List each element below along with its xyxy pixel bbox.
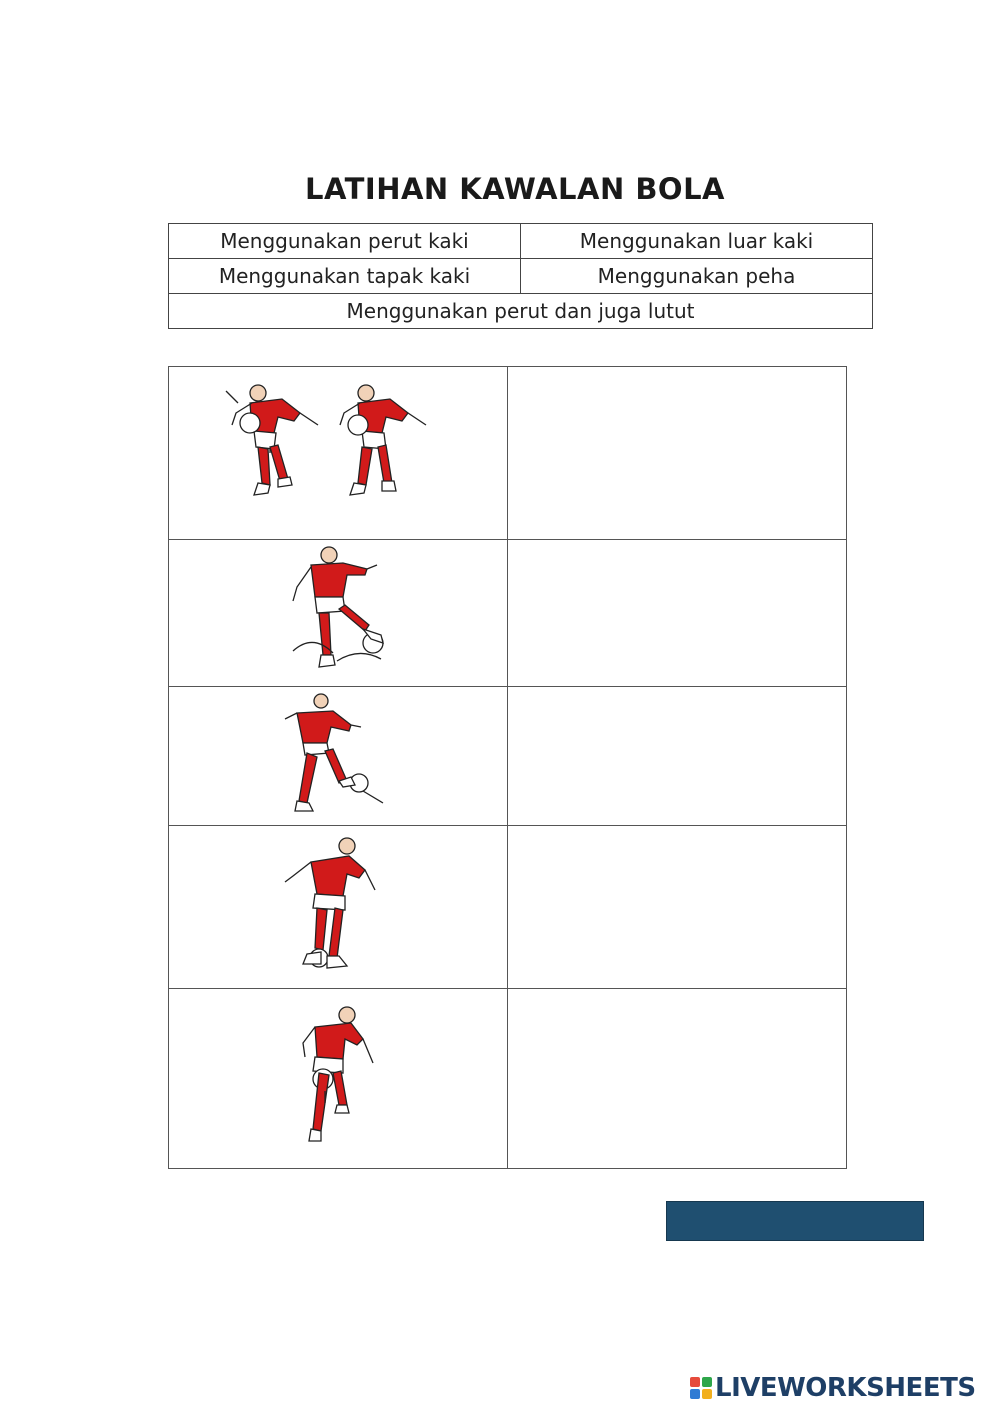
thigh-control-player-icon	[263, 999, 413, 1159]
illustration-cell-5	[169, 989, 508, 1169]
exercise-grid	[168, 366, 847, 1169]
option-perut-lutut[interactable]: Menggunakan perut dan juga lutut	[169, 294, 873, 329]
option-luar-kaki[interactable]: Menggunakan luar kaki	[521, 224, 873, 259]
answer-cell-2[interactable]	[508, 540, 847, 687]
sole-control-player-icon	[263, 543, 413, 683]
instep-control-player-icon	[263, 832, 413, 982]
answer-cell-3[interactable]	[508, 687, 847, 826]
answer-cell-5[interactable]	[508, 989, 847, 1169]
answer-options-table	[168, 223, 873, 329]
outside-foot-player-icon	[263, 691, 413, 821]
illustration-cell-1	[169, 367, 508, 540]
liveworksheets-logo-icon	[690, 1377, 712, 1399]
option-perut-kaki[interactable]: Menggunakan perut kaki	[169, 224, 521, 259]
chest-control-player-icon	[218, 373, 458, 533]
liveworksheets-brand	[690, 1372, 976, 1404]
brand-name: LIVEWORKSHEETS	[715, 1373, 976, 1403]
page-title: LATIHAN KAWALAN BOLA	[304, 172, 726, 206]
answer-cell-1[interactable]	[508, 367, 847, 540]
submit-button[interactable]	[666, 1201, 924, 1241]
illustration-cell-3	[169, 687, 508, 826]
answer-cell-4[interactable]	[508, 826, 847, 989]
illustration-cell-2	[169, 540, 508, 687]
illustration-cell-4	[169, 826, 508, 989]
option-tapak-kaki[interactable]: Menggunakan tapak kaki	[169, 259, 521, 294]
option-peha[interactable]: Menggunakan peha	[521, 259, 873, 294]
